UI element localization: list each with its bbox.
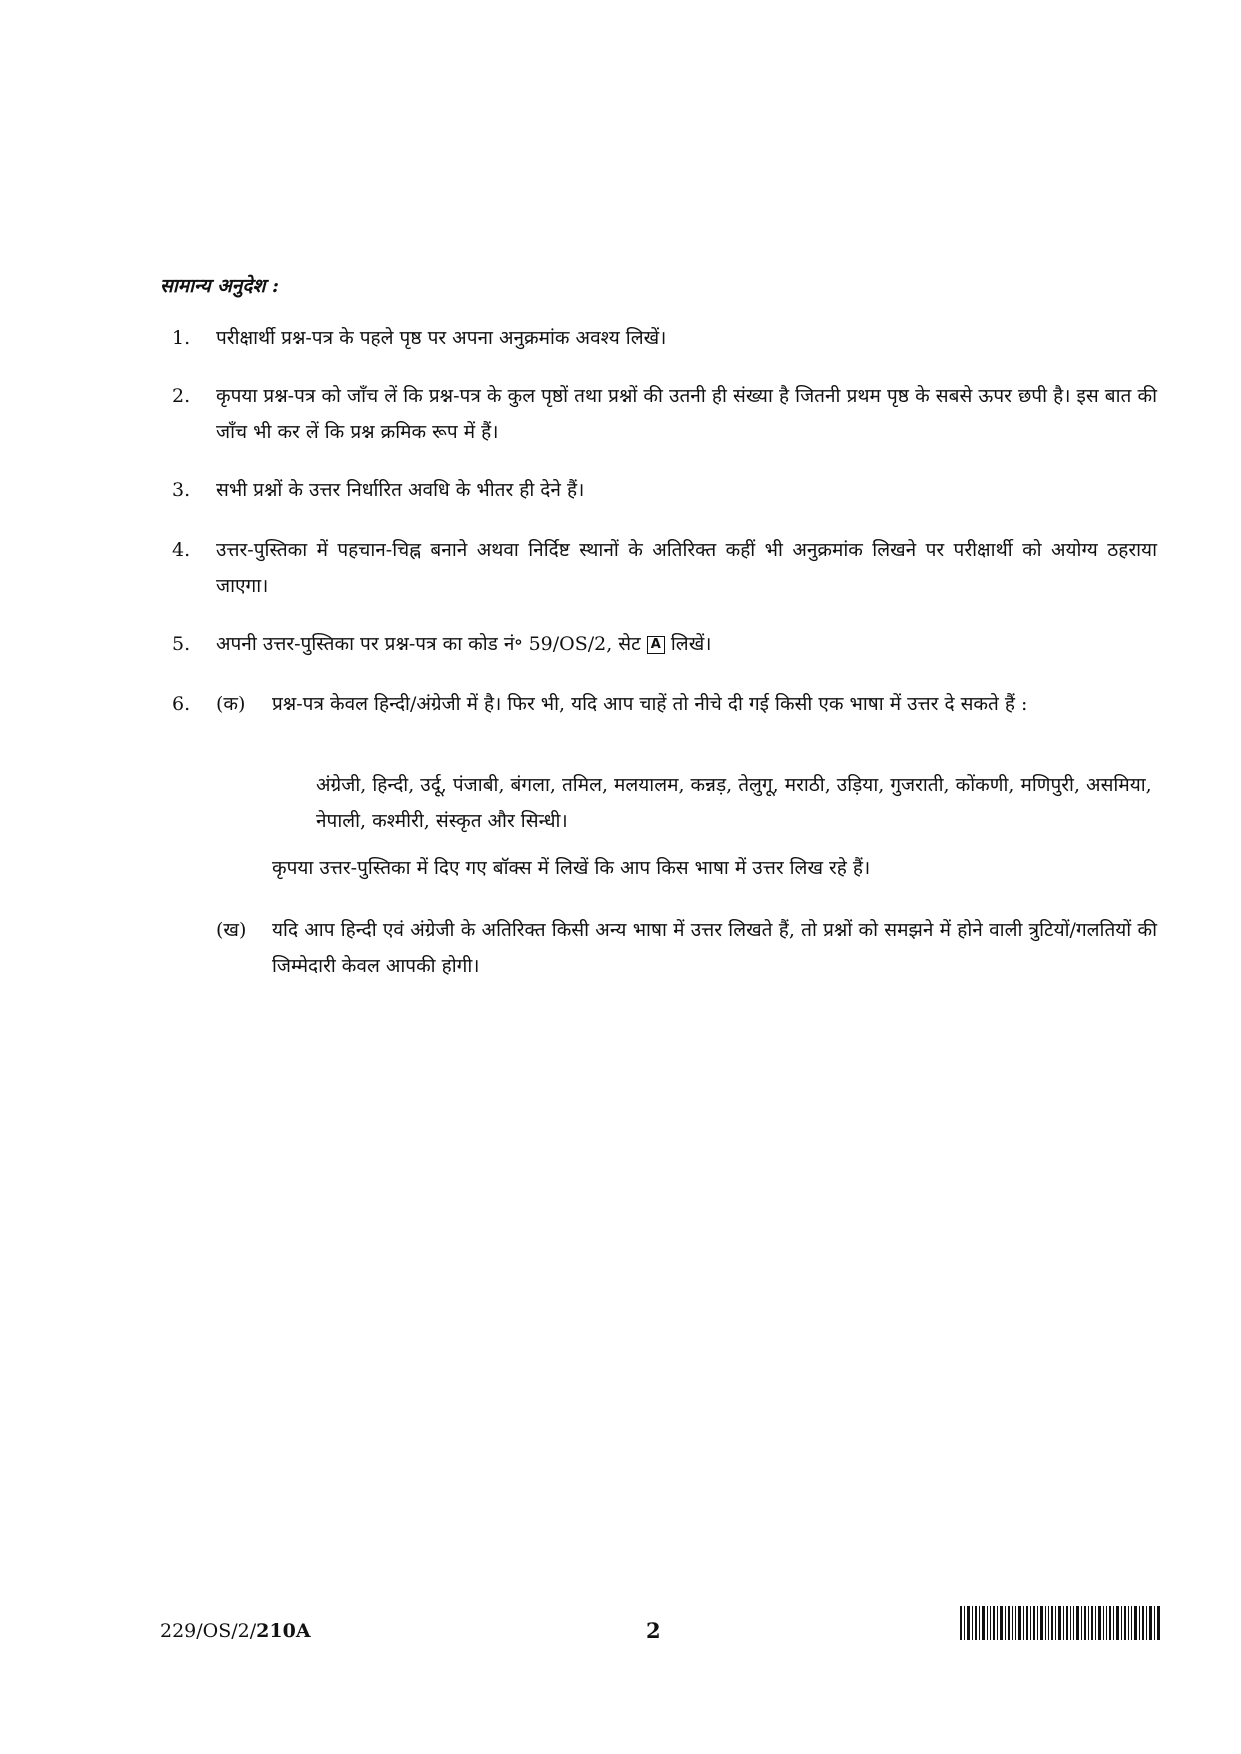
language-note: कृपया उत्तर-पुस्तिका में दिए गए बॉक्स में लिखें कि आप किस भाषा में उत्तर लिख रहे हैं।: [272, 857, 871, 879]
paper-code-bold: 210A: [256, 1620, 311, 1642]
page-number: 2: [646, 1618, 661, 1643]
sub-text: प्रश्न-पत्र केवल हिन्दी/अंग्रेजी में है। फिर भी, यदि आप चाहें तो नीचे दी गई किसी एक भाषा में उत्तर दे सकते हैं :: [272, 693, 1028, 715]
language-list: अंग्रेजी, हिन्दी, उर्दू, पंजाबी, बंगला, तमिल, मलयालम, कन्नड़, तेलुगू, मराठी, उड़िया, गुजराती, कोंकणी, मणिपुरी, असमिया, नेपाली, कश्मीरी, संस्कृत और सिन्धी।: [316, 774, 1152, 832]
sub-text: यदि आप हिन्दी एवं अंग्रेजी के अतिरिक्त किसी अन्य भाषा में उत्तर लिखते हैं, तो प्रश्नों को समझने में होने वाली त्रुटियों/गलतियों की जिम्मेदारी केवल आपकी होगी।: [272, 919, 1157, 977]
set-box: A: [647, 636, 665, 654]
instruction-text: कृपया प्रश्न-पत्र को जाँच लें कि प्रश्न-पत्र के कुल पृष्ठों तथा प्रश्नों की उतनी ही संख्या है जितनी प्रथम पृष्ठ के सबसे ऊपर छपी है। इस बात की जाँच भी कर लें कि प्रश्न क्रमिक रूप में हैं।: [216, 385, 1157, 443]
paper-code: [160, 1620, 311, 1642]
instruction-text: उत्तर-पुस्तिका में पहचान-चिह्न बनाने अथवा निर्दिष्ट स्थानों के अतिरिक्त कहीं भी अनुक्रमांक लिखने पर परीक्षार्थी को अयोग्य ठहराया जाएगा।: [216, 539, 1157, 597]
instruction-number: 5.: [172, 633, 191, 655]
instruction-number: 4.: [172, 539, 191, 561]
paper-code-prefix: 229/OS/2/: [160, 1620, 257, 1642]
instruction-number: 3.: [172, 479, 191, 501]
instruction-text: परीक्षार्थी प्रश्न-पत्र के पहले पृष्ठ पर अपना अनुक्रमांक अवश्य लिखें।: [216, 327, 667, 349]
instruction-text: सभी प्रश्नों के उत्तर निर्धारित अवधि के भीतर ही देने हैं।: [216, 479, 585, 501]
instruction-number: 6.: [172, 693, 191, 715]
sub-label: (क): [216, 693, 246, 715]
instruction-number: 1.: [172, 327, 191, 349]
instruction-text-before: अपनी उत्तर-पुस्तिका पर प्रश्न-पत्र का कोड नं॰ 59/OS/2, सेट: [216, 633, 641, 655]
instruction-text-after: लिखें।: [670, 633, 712, 655]
sub-label: (ख): [216, 919, 247, 941]
barcode-image: [960, 1606, 1160, 1640]
instruction-number: 2.: [172, 385, 191, 407]
instructions-heading: सामान्य अनुदेश :: [160, 275, 279, 297]
instruction-text: [216, 626, 1157, 662]
